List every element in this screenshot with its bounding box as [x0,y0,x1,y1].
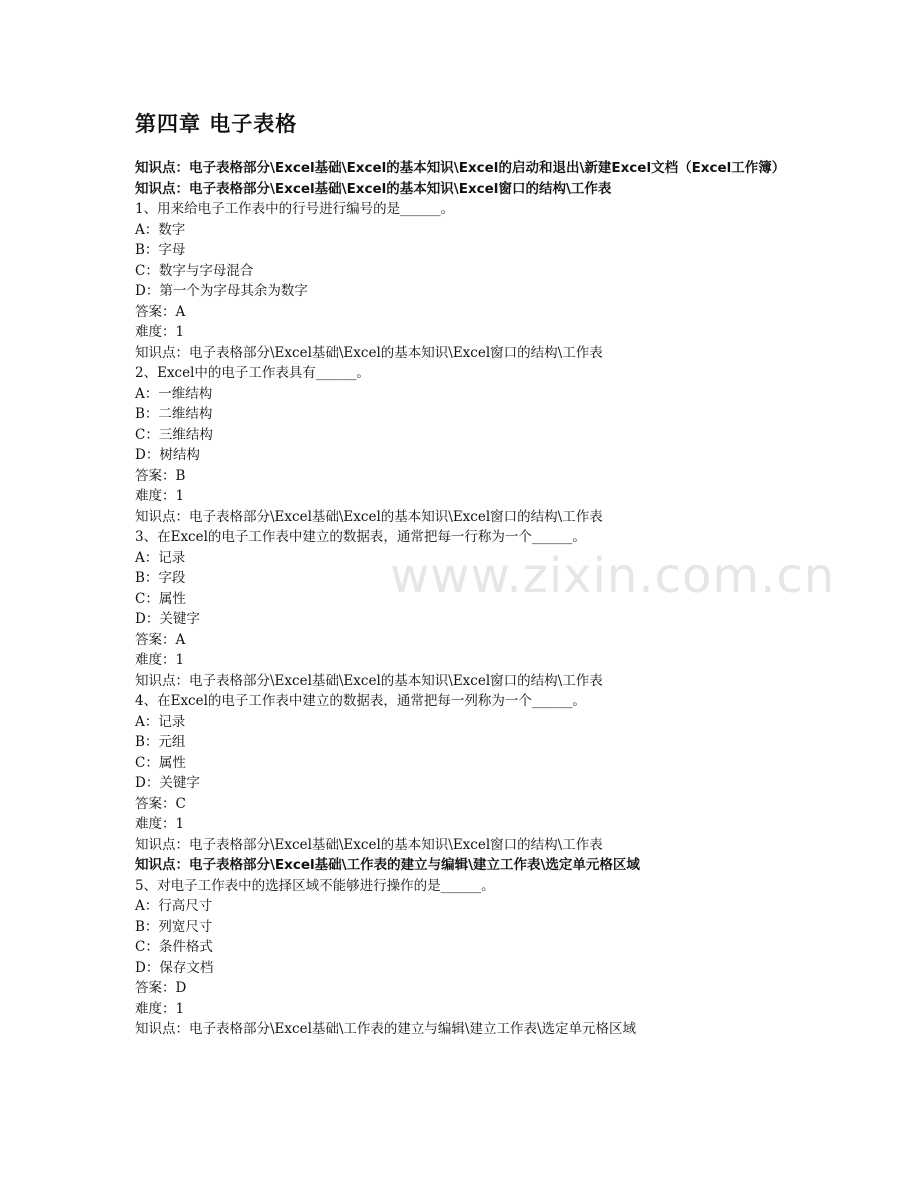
option-a: A：记录 [135,549,186,566]
difficulty: 难度：1 [135,324,185,340]
option-c: C：数字与字母混合 [135,262,254,279]
watermark: www.zixin.com.cn [390,548,836,604]
knowledge-point: 知识点：电子表格部分\Excel基础\Excel的基本知识\Excel窗口的结构\工作表 [135,672,603,689]
difficulty: 难度：1 [135,816,185,832]
answer: 答案：A [135,631,186,648]
option-d: D：保存文档 [135,959,214,976]
question-block [135,527,790,691]
question-stem: 4、在Excel的电子工作表中建立的数据表，通常把每一列称为一个______。 [135,693,586,709]
difficulty: 难度：1 [135,1000,185,1017]
difficulty: 难度：1 [135,652,185,668]
question-stem: 1、用来给电子工作表中的行号进行编号的是______。 [135,201,455,217]
knowledge-point: 知识点：电子表格部分\Excel基础\Excel的基本知识\Excel窗口的结构\工作表 [135,508,603,525]
option-a: A：数字 [135,221,186,238]
question-block [135,363,790,527]
option-a: A：记录 [135,713,186,730]
option-d: D：关键字 [135,611,200,627]
knowledge-point: 知识点：电子表格部分\Excel基础\Excel的基本知识\Excel窗口的结构\工作表 [135,836,603,853]
option-c: C：属性 [135,754,186,771]
option-b: B：二维结构 [135,406,213,422]
knowledge-point: 知识点：电子表格部分\Excel基础\Excel的基本知识\Excel窗口的结构\工作表 [135,344,603,361]
knowledge-point: 知识点：电子表格部分\Excel基础\工作表的建立与编辑\建立工作表\选定单元格区域 [135,1021,637,1037]
option-b: B：列宽尺寸 [135,918,213,935]
question-block [135,199,790,363]
answer: 答案：A [135,303,186,320]
section [135,855,790,1040]
section-header: 知识点：电子表格部分\Excel基础\工作表的建立与编辑\建立工作表\选定单元格区域 [135,857,640,873]
question-block [135,691,790,855]
question-block [135,876,790,1040]
question-stem: 2、Excel中的电子工作表具有______。 [135,365,370,381]
question-stem: 3、在Excel的电子工作表中建立的数据表，通常把每一行称为一个______。 [135,529,586,545]
section [135,158,790,855]
option-c: C：三维结构 [135,426,213,443]
option-d: D：第一个为字母其余为数字 [135,283,308,299]
option-d: D：关键字 [135,775,200,791]
question-stem: 5、对电子工作表中的选择区域不能够进行操作的是______。 [135,877,495,894]
answer: 答案：C [135,795,186,812]
option-b: B：字母 [135,242,186,258]
section-header: 知识点：电子表格部分\Excel基础\Excel的基本知识\Excel的启动和退出\新建Excel文档（Excel工作簿）知识点：电子表格部分\Excel基础\Excel的基本知识\Excel窗口的结构\工作表 [135,160,786,197]
option-d: D：树结构 [135,447,200,463]
chapter-title: 第四章 电子表格 [135,112,298,136]
answer: 答案：D [135,980,187,996]
answer: 答案：B [135,467,186,484]
option-b: B：元组 [135,734,186,750]
option-a: A：行高尺寸 [135,898,213,914]
option-c: C：属性 [135,590,186,607]
difficulty: 难度：1 [135,488,185,504]
document-page [135,110,790,1040]
option-a: A：一维结构 [135,385,213,402]
option-b: B：字段 [135,570,186,586]
option-c: C：条件格式 [135,939,213,955]
